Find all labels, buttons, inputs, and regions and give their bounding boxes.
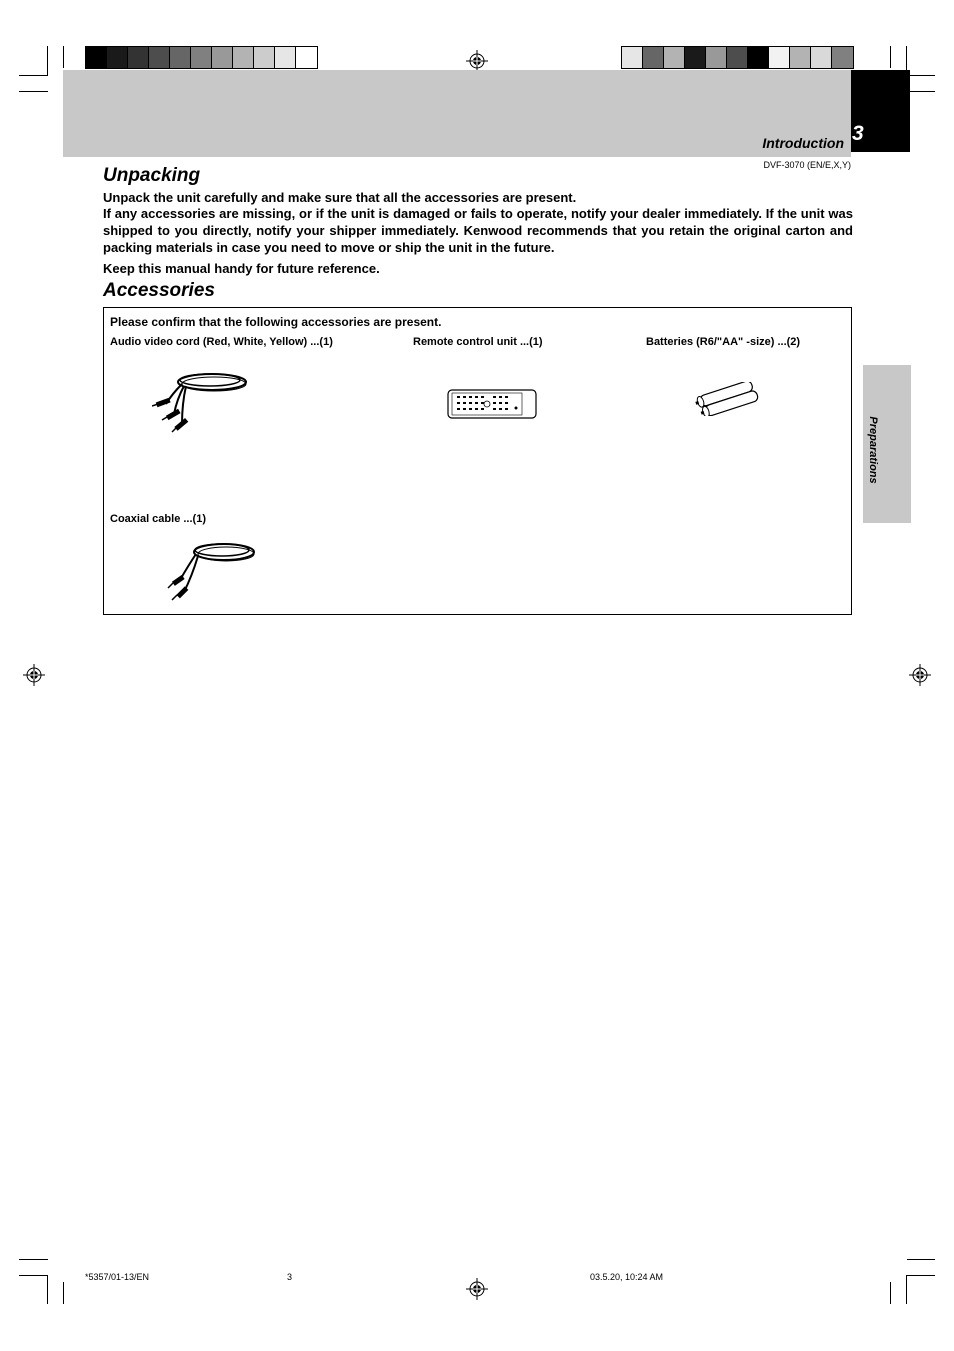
batteries-icon <box>691 382 763 416</box>
calibration-swatch <box>149 47 170 68</box>
av-cord-icon <box>152 364 252 436</box>
keep-manual-note: Keep this manual handy for future reference. <box>103 261 380 276</box>
crop-mark <box>890 46 891 68</box>
accessories-intro: Please confirm that the following accessories are present. <box>110 315 442 329</box>
calibration-swatch <box>128 47 149 68</box>
crop-mark <box>47 1275 48 1304</box>
calibration-swatch <box>170 47 191 68</box>
crop-mark <box>19 1259 48 1260</box>
footer-code: *5357/01-13/EN <box>85 1272 150 1282</box>
crop-mark <box>907 91 935 92</box>
calibration-swatch <box>254 47 275 68</box>
calibration-swatch <box>727 47 748 68</box>
crop-mark <box>907 75 935 76</box>
calibration-swatch <box>233 47 254 68</box>
crop-mark <box>907 1259 935 1260</box>
calibration-swatch <box>296 47 317 68</box>
crop-mark <box>19 75 48 76</box>
crop-mark <box>19 91 48 92</box>
crop-mark <box>63 1282 64 1304</box>
unpacking-line1: Unpack the unit carefully and make sure that all the accessories are present. <box>103 190 577 205</box>
accessory-label: Remote control unit ...(1) <box>413 336 543 348</box>
coaxial-cable-icon <box>162 536 258 602</box>
crop-mark <box>890 1282 891 1304</box>
calibration-swatch <box>685 47 706 68</box>
calibration-swatch <box>622 47 643 68</box>
calibration-swatch <box>275 47 296 68</box>
calibration-bar-left <box>85 46 318 69</box>
accessory-label: Coaxial cable ...(1) <box>110 513 206 525</box>
footer-timestamp: 03.5.20, 10:24 AM <box>590 1272 664 1282</box>
accessories-heading: Accessories <box>103 280 215 301</box>
crop-mark <box>19 1275 48 1276</box>
calibration-swatch <box>86 47 107 68</box>
calibration-swatch <box>664 47 685 68</box>
calibration-swatch <box>706 47 727 68</box>
crop-mark <box>63 46 64 68</box>
crop-mark <box>906 1275 907 1304</box>
model-label: DVF-3070 (EN/E,X,Y) <box>763 160 851 170</box>
crop-mark <box>907 1275 935 1276</box>
calibration-swatch <box>107 47 128 68</box>
calibration-swatch <box>790 47 811 68</box>
registration-mark-icon <box>466 1278 488 1300</box>
crop-mark <box>47 46 48 75</box>
unpacking-heading: Unpacking <box>103 165 201 186</box>
side-tab-label: Preparations <box>867 416 879 484</box>
header-band <box>63 70 851 157</box>
remote-control-icon <box>447 389 537 419</box>
calibration-swatch <box>643 47 664 68</box>
accessory-label: Batteries (R6/"AA" -size) ...(2) <box>646 336 801 348</box>
calibration-swatch <box>769 47 790 68</box>
page-number: 3 <box>852 122 864 145</box>
calibration-bar-right <box>621 46 854 69</box>
registration-mark-icon <box>909 664 931 686</box>
registration-mark-icon <box>23 664 45 686</box>
calibration-swatch <box>832 47 853 68</box>
registration-mark-icon <box>466 50 488 72</box>
calibration-swatch <box>191 47 212 68</box>
footer-page: 3 <box>287 1272 293 1282</box>
calibration-swatch <box>212 47 233 68</box>
unpacking-line2: If any accessories are missing, or if the unit is damaged or fails to operate, notify your dealer immediately. If the unit was shipped to you directly, notify your shipper immediately. Kenwood recommends that you retain the original carton and packing materials in case you need to move or ship the unit in the future. <box>103 206 853 255</box>
calibration-swatch <box>811 47 832 68</box>
section-title: Introduction <box>762 135 844 151</box>
accessory-label: Audio video cord (Red, White, Yellow) ...(1) <box>110 336 333 348</box>
calibration-swatch <box>748 47 769 68</box>
